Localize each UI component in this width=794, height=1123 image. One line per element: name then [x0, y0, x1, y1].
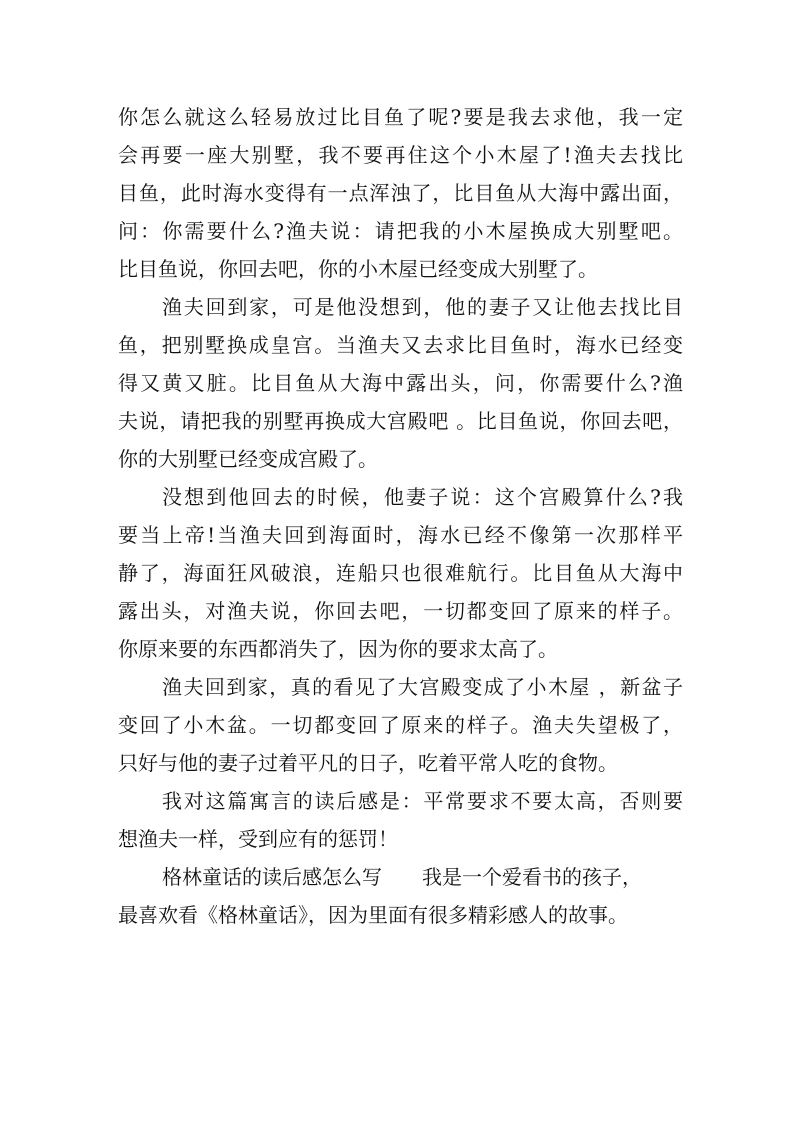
text-line: 只好与他的妻子过着平凡的日子，吃着平常人吃的食物。 — [118, 751, 618, 775]
text-line: 鱼，把别墅换成皇宫。当渔夫又去求比目鱼时，海水已经变 — [118, 333, 683, 357]
text-line: 你原来要的东西都消失了，因为你的要求太高了。 — [118, 637, 558, 661]
text-line: 我对这篇寓言的读后感是：平常要求不要太高，否则要 — [162, 789, 683, 813]
text-line: 问：你需要什么?渔夫说：请把我的小木屋换成大别墅吧。 — [118, 219, 683, 243]
text-line: 会再要一座大别墅，我不要再住这个小木屋了!渔夫去找比 — [118, 143, 683, 167]
text-line: 你怎么就这么轻易放过比目鱼了呢?要是我去求他，我一定 — [118, 105, 683, 129]
text-line: 目鱼，此时海水变得有一点浑浊了，比目鱼从大海中露出面， — [118, 181, 683, 205]
text-line: 夫说，请把我的别墅再换成大宫殿吧 。比目鱼说，你回去吧， — [118, 409, 683, 433]
text-line: 你的大别墅已经变成宫殿了。 — [118, 447, 378, 471]
section-heading-line — [118, 858, 683, 896]
text-line: 没想到他回去的时候，他妻子说：这个宫殿算什么?我 — [162, 485, 683, 509]
text-line: 露出头，对渔夫说，你回去吧，一切都变回了原来的样子。 — [118, 599, 683, 623]
text-line: 静了，海面狂风破浪，连船只也很难航行。比目鱼从大海中 — [118, 561, 683, 585]
text-line: 变回了小木盆。一切都变回了原来的样子。渔夫失望极了， — [118, 713, 683, 737]
heading-tail: 我是一个爱看书的孩子， — [422, 865, 642, 889]
text-line: 要当上帝!当渔夫回到海面时，海水已经不像第一次那样平 — [118, 523, 683, 547]
text-line: 比目鱼说，你回去吧，你的小木屋已经变成大别墅了。 — [118, 257, 598, 281]
text-line: 想渔夫一样，受到应有的惩罚！ — [118, 827, 398, 851]
text-line: 渔夫回到家，真的看见了大宫殿变成了小木屋 ，新盆子 — [162, 675, 683, 699]
body-text — [118, 98, 683, 934]
text-line: 最喜欢看《格林童话》，因为里面有很多精彩感人的故事。 — [118, 903, 628, 927]
text-line: 渔夫回到家，可是他没想到，他的妻子又让他去找比目 — [162, 295, 683, 319]
text-line: 得又黄又脏。比目鱼从大海中露出头，问，你需要什么?渔 — [118, 371, 683, 395]
section-heading: 格林童话的读后感怎么写 — [162, 865, 382, 889]
